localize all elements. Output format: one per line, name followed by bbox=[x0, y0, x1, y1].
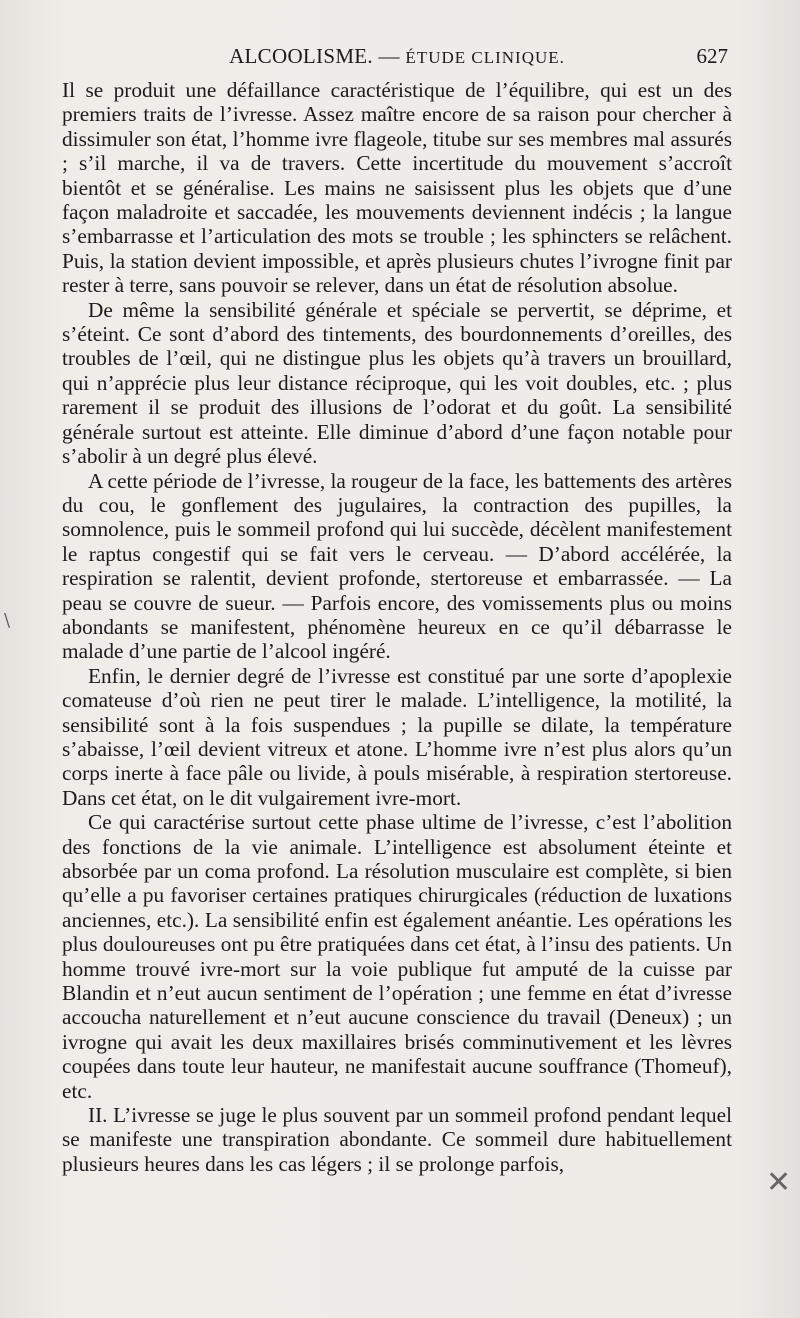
paragraph-periode: A cette période de l’ivresse, la rougeur de la face, les battements des artères du cou, le gonflement des jugulaires, la contraction des pupilles, la somnolence, puis le sommeil profond qui lui succède, décèlent manifestement le raptus congestif qui se fait vers le cerveau. — D’abord accélérée, la respiration se ralentit, devient profonde, stertoreuse et embarrassée. — La peau se couvre de sueur. — Parfois encore, des vomissements plus ou moins abondants se manifestent, phénomène heureux en ce qu’il débarrasse le malade d’une partie de l’alcool ingéré. bbox=[62, 468, 732, 664]
paragraph-section-ii: II. L’ivresse se juge le plus souvent par un sommeil profond pendant lequel se manifeste une transpiration abondante. Ce sommeil dure habituellement plusieurs heures dans les cas légers ; il se prolonge parfois, bbox=[62, 1103, 732, 1176]
running-title bbox=[62, 44, 732, 69]
paragraph-equilibre: Il se produit une défaillance caractéristique de l’équilibre, qui est un des premiers traits de l’ivresse. Assez maître encore de sa raison pour chercher à dissimuler son état, l’homme ivre flageole, titube sur ses membres mal assurés ; s’il marche, il va de travers. Cette incertitude du mouvement s’accroît bientôt et se généralise. Les mains ne saisissent plus les objets que d’une façon maladroite et saccadée, les mouvements deviennent indécis ; la langue s’embarrasse et l’articulation des mots se trouble ; les sphincters se relâchent. Puis, la station devient impossible, et après plusieurs chutes l’ivrogne finit par rester à terre, sans pouvoir se relever, dans un état de résolution absolue. bbox=[62, 78, 732, 298]
margin-pencil-mark: \ bbox=[4, 610, 11, 631]
page-number: 627 bbox=[696, 44, 728, 68]
header-dash: — bbox=[378, 44, 400, 68]
paragraph-sensibilite: De même la sensibilité générale et spéciale se pervertit, se déprime, et s’éteint. Ce sont d’abord des tintements, des bourdonnements d’oreilles, des troubles de l’œil, qui ne distingue plus les objets qu’à travers un brouillard, qui n’apprécie plus leur distance réciproque, qui les voit doubles, etc. ; plus rarement il se produit des illusions de l’odorat et du goût. La sensibilité générale surtout est atteinte. Elle diminue d’abord d’une façon notable pour s’abolir à un degré plus élevé. bbox=[62, 297, 732, 469]
header-subtitle: ÉTUDE CLINIQUE. bbox=[405, 48, 565, 67]
body-text bbox=[62, 78, 732, 1176]
paragraph-phase-ultime: Ce qui caractérise surtout cette phase ultime de l’ivresse, c’est l’abolition des fonctions de la vie animale. L’intelligence est absolument éteinte et absorbée par un coma profond. La résolution musculaire est complète, si bien qu’elle a pu favoriser certaines pratiques chirurgicales (réduction de luxations anciennes, etc.). La sensibilité enfin est également anéantie. Les opérations les plus douloureuses ont pu être pratiquées dans cet état, à l’insu des patients. Un homme trouvé ivre-mort sur la voie publique fut amputé de la cuisse par Blandin et n’eut aucun sentiment de l’opération ; une femme en état d’ivresse accoucha naturellement et n’eut aucune conscience du travail (Deneux) ; un ivrogne qui avait les deux maxillaires brisés comminutivement et les lèvres coupées dans toute leur hauteur, ne manifestait aucune souffrance (Thomeuf), etc. bbox=[62, 810, 732, 1103]
margin-pencil-scribble: ✕ bbox=[766, 1165, 792, 1200]
paragraph-dernier-degre: Enfin, le dernier degré de l’ivresse est constitué par une sorte d’apoplexie comateuse d’où rien ne peut tirer le malade. L’intelligence, la motilité, la sensibilité sont à la fois suspendues ; la pupille se dilate, la température s’abaisse, l’œil devient vitreux et atone. L’homme ivre n’est plus alors qu’un corps inerte à face pâle ou livide, à pouls misérable, à respiration stertoreuse. Dans cet état, on le dit vulgairement ivre-mort. bbox=[62, 663, 732, 810]
running-header bbox=[62, 44, 732, 76]
header-title: ALCOOLISME. bbox=[229, 44, 373, 68]
